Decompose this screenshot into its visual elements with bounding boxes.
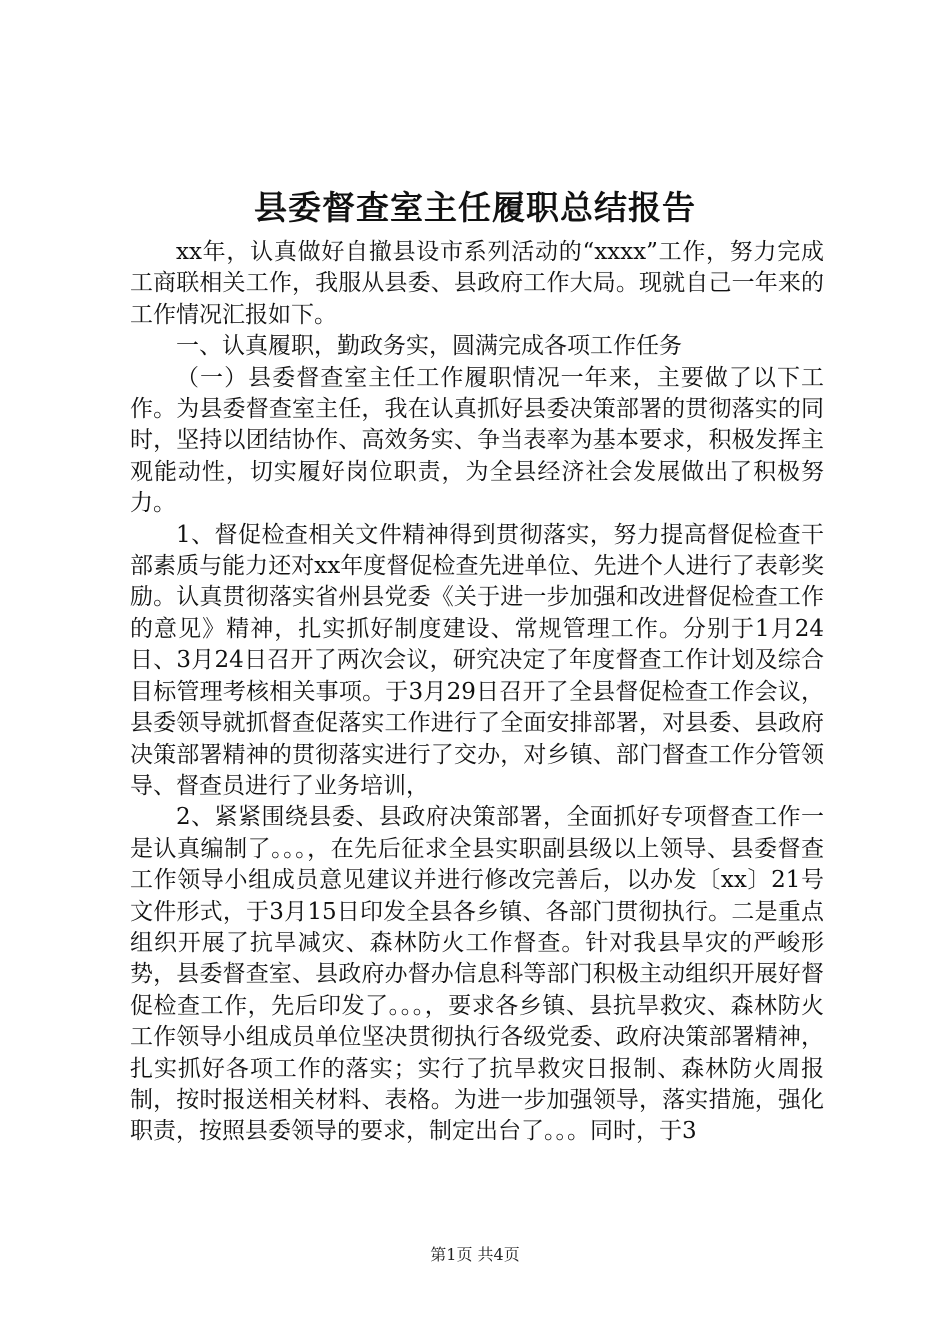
page-footer: 第1页 共4页 <box>430 1245 520 1264</box>
paragraph-subsection: （一）县委督查室主任工作履职情况一年来，主要做了以下工作。为县委督查室主任，我在认真抓好县委决策部署的贯彻落实的同时，坚持以团结协作、高效务实、争当表率为基本要求，积极发挥主观能动性，切实履好岗位职责，为全县经济社会发展做出了积极努力。 <box>130 364 824 517</box>
document-body <box>130 237 824 1148</box>
page-title: 县委督查室主任履职总结报告 <box>254 188 696 227</box>
paragraph-intro: xx年，认真做好自撤县设市系列活动的“xxxx”工作，努力完成工商联相关工作，我服从县委、县政府工作大局。现就自己一年来的工作情况汇报如下。 <box>130 239 824 328</box>
section-heading: 一、认真履职，勤政务实，圆满完成各项工作任务 <box>176 333 682 360</box>
paragraph-item-1: 1、督促检查相关文件精神得到贯彻落实，努力提高督促检查干部素质与能力还对xx年度督促检查先进单位、先进个人进行了表彰奖励。认真贯彻落实省州县党委《关于进一步加强和改进督促检查工作的意见》精神，扎实抓好制度建设、常规管理工作。分别于1月24日、3月24日召开了两次会议，研究决定了年度督查工作计划及综合目标管理考核相关事项。于3月29日召开了全县督促检查工作会议，县委领导就抓督查促落实工作进行了全面安排部署，对县委、县政府决策部署精神的贯彻落实进行了交办，对乡镇、部门督查工作分管领导、督查员进行了业务培训， <box>130 521 824 799</box>
paragraph-item-2: 2、紧紧围绕县委、县政府决策部署，全面抓好专项督查工作一是认真编制了。。。，在先后征求全县实职副县级以上领导、县委督查工作领导小组成员意见建议并进行修改完善后，以办发〔xx〕21号文件形式，于3月15日印发全县各乡镇、各部门贯彻执行。二是重点组织开展了抗旱减灾、森林防火工作督查。针对我县旱灾的严峻形势，县委督查室、县政府办督办信息科等部门积极主动组织开展好督促检查工作，先后印发了。。。，要求各乡镇、县抗旱救灾、森林防火工作领导小组成员单位坚决贯彻执行各级党委、政府决策部署精神，扎实抓好各项工作的落实；实行了抗旱救灾日报制、森林防火周报制，按时报送相关材料、表格。为进一步加强领导，落实措施，强化职责，按照县委领导的要求，制定出台了。。。同时，于3 <box>130 804 824 1145</box>
